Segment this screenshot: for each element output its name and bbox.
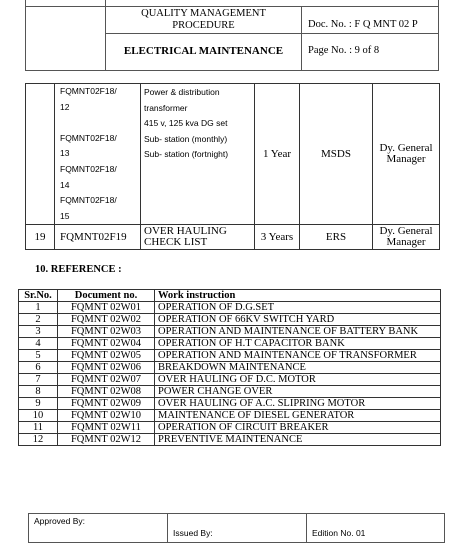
reference-work-instruction-cell: OPERATION AND MAINTENANCE OF TRANSFORMER [155, 350, 441, 362]
procedure-title-line2: PROCEDURE [172, 20, 235, 31]
table-row [26, 225, 440, 250]
table-row [19, 398, 441, 410]
authority: Dy. General Manager [373, 84, 440, 225]
table-row [19, 350, 441, 362]
record-sr-cell [26, 84, 55, 225]
reference-sr-cell: 8 [19, 386, 58, 398]
reference-sr-cell: 4 [19, 338, 58, 350]
record-code-cell [55, 84, 141, 225]
reference-sr-cell: 3 [19, 326, 58, 338]
reference-table [18, 289, 441, 446]
header-logo-cell [26, 0, 106, 70]
reference-document-cell: FQMNT 02W02 [58, 314, 155, 326]
record-code-line: 15 [60, 210, 70, 221]
reference-work-instruction-cell: OVER HAULING OF A.C. SLIPRING MOTOR [155, 398, 441, 410]
reference-sr-cell: 6 [19, 362, 58, 374]
record-code-line: FQMNT02F18/ [60, 195, 117, 206]
reference-document-cell: FQMNT 02W08 [58, 386, 155, 398]
reference-sr-cell: 11 [19, 422, 58, 434]
record-description-line: Sub- station (monthly) [144, 133, 228, 144]
reference-header-row [19, 290, 441, 302]
approval-footer [28, 513, 445, 543]
reference-document-cell: FQMNT 02W05 [58, 350, 155, 362]
table-row [26, 84, 440, 225]
record-code-line: 14 [60, 179, 70, 190]
reference-sr-cell: 2 [19, 314, 58, 326]
record-code-cell: FQMNT02F19 [55, 225, 141, 250]
table-row [19, 314, 441, 326]
reference-heading: 10. REFERENCE : [35, 264, 122, 275]
table-row [19, 302, 441, 314]
reference-document-cell: FQMNT 02W07 [58, 374, 155, 386]
procedure-title-line1: QUALITY MANAGEMENT [141, 8, 266, 19]
table-row [19, 362, 441, 374]
column-header-work-instruction: Work instruction [155, 290, 441, 302]
reference-sr-cell: 12 [19, 434, 58, 446]
record-description-line: 415 v, 125 kva DG set [144, 118, 228, 129]
reference-document-cell: FQMNT 02W06 [58, 362, 155, 374]
approved-by: Approved By: [29, 514, 168, 542]
responsibility: ERS [300, 225, 373, 250]
column-header-document: Document no. [58, 290, 155, 302]
reference-document-cell: FQMNT 02W11 [58, 422, 155, 434]
reference-work-instruction-cell: MAINTENANCE OF DIESEL GENERATOR [155, 410, 441, 422]
reference-sr-cell: 5 [19, 350, 58, 362]
issued-by: Issued By: [168, 514, 307, 542]
reference-document-cell: FQMNT 02W03 [58, 326, 155, 338]
reference-work-instruction-cell: OPERATION OF 66KV SWITCH YARD [155, 314, 441, 326]
doc-number: Doc. No. : F Q MNT 02 P [302, 7, 438, 34]
responsibility: MSDS [300, 84, 373, 225]
record-code-line: FQMNT02F18/ [60, 86, 117, 96]
table-row [19, 410, 441, 422]
records-table [25, 83, 440, 250]
reference-document-cell: FQMNT 02W09 [58, 398, 155, 410]
reference-document-cell: FQMNT 02W04 [58, 338, 155, 350]
record-description-cell: OVER HAULING CHECK LIST [141, 225, 255, 250]
reference-table-body [19, 302, 441, 446]
table-row [19, 434, 441, 446]
table-row [19, 386, 441, 398]
reference-sr-cell: 7 [19, 374, 58, 386]
reference-work-instruction-cell: OPERATION AND MAINTENANCE OF BATTERY BANK [155, 326, 441, 338]
reference-work-instruction-cell: POWER CHANGE OVER [155, 386, 441, 398]
reference-work-instruction-cell: OPERATION OF H.T CAPACITOR BANK [155, 338, 441, 350]
table-row [19, 374, 441, 386]
record-code-line: 12 [60, 101, 70, 112]
table-row [19, 338, 441, 350]
column-header-sr: Sr.No. [19, 290, 58, 302]
record-description-line: transformer [144, 102, 188, 113]
reference-sr-cell: 10 [19, 410, 58, 422]
reference-document-cell: FQMNT 02W10 [58, 410, 155, 422]
authority: Dy. General Manager [373, 225, 440, 250]
reference-work-instruction-cell: OVER HAULING OF D.C. MOTOR [155, 374, 441, 386]
reference-sr-cell: 9 [19, 398, 58, 410]
record-code-line [60, 115, 140, 131]
table-row [19, 422, 441, 434]
page-number: Page No. : 9 of 8 [308, 45, 380, 56]
record-description-line: Power & distribution [144, 87, 220, 97]
retention-period: 1 Year [255, 84, 300, 225]
reference-document-cell: FQMNT 02W12 [58, 434, 155, 446]
reference-work-instruction-cell: PREVENTIVE MAINTENANCE [155, 434, 441, 446]
section-title: ELECTRICAL MAINTENANCE [106, 34, 302, 70]
reference-sr-cell: 1 [19, 302, 58, 314]
record-sr-cell: 19 [26, 225, 55, 250]
document-header [25, 0, 439, 71]
record-code-line: 13 [60, 148, 70, 159]
retention-period: 3 Years [255, 225, 300, 250]
record-code-line: FQMNT02F18/ [60, 163, 117, 174]
record-description-line: Sub- station (fortnight) [144, 149, 229, 160]
reference-work-instruction-cell: OPERATION OF D.G.SET [155, 302, 441, 314]
record-code-line: FQMNT02F18/ [60, 132, 117, 143]
procedure-title [106, 7, 302, 34]
table-row [19, 326, 441, 338]
reference-work-instruction-cell: BREAKDOWN MAINTENANCE [155, 362, 441, 374]
reference-work-instruction-cell: OPERATION OF CIRCUIT BREAKER [155, 422, 441, 434]
edition-number: Edition No. 01 [312, 528, 366, 538]
record-description-cell [141, 84, 255, 225]
reference-document-cell: FQMNT 02W01 [58, 302, 155, 314]
